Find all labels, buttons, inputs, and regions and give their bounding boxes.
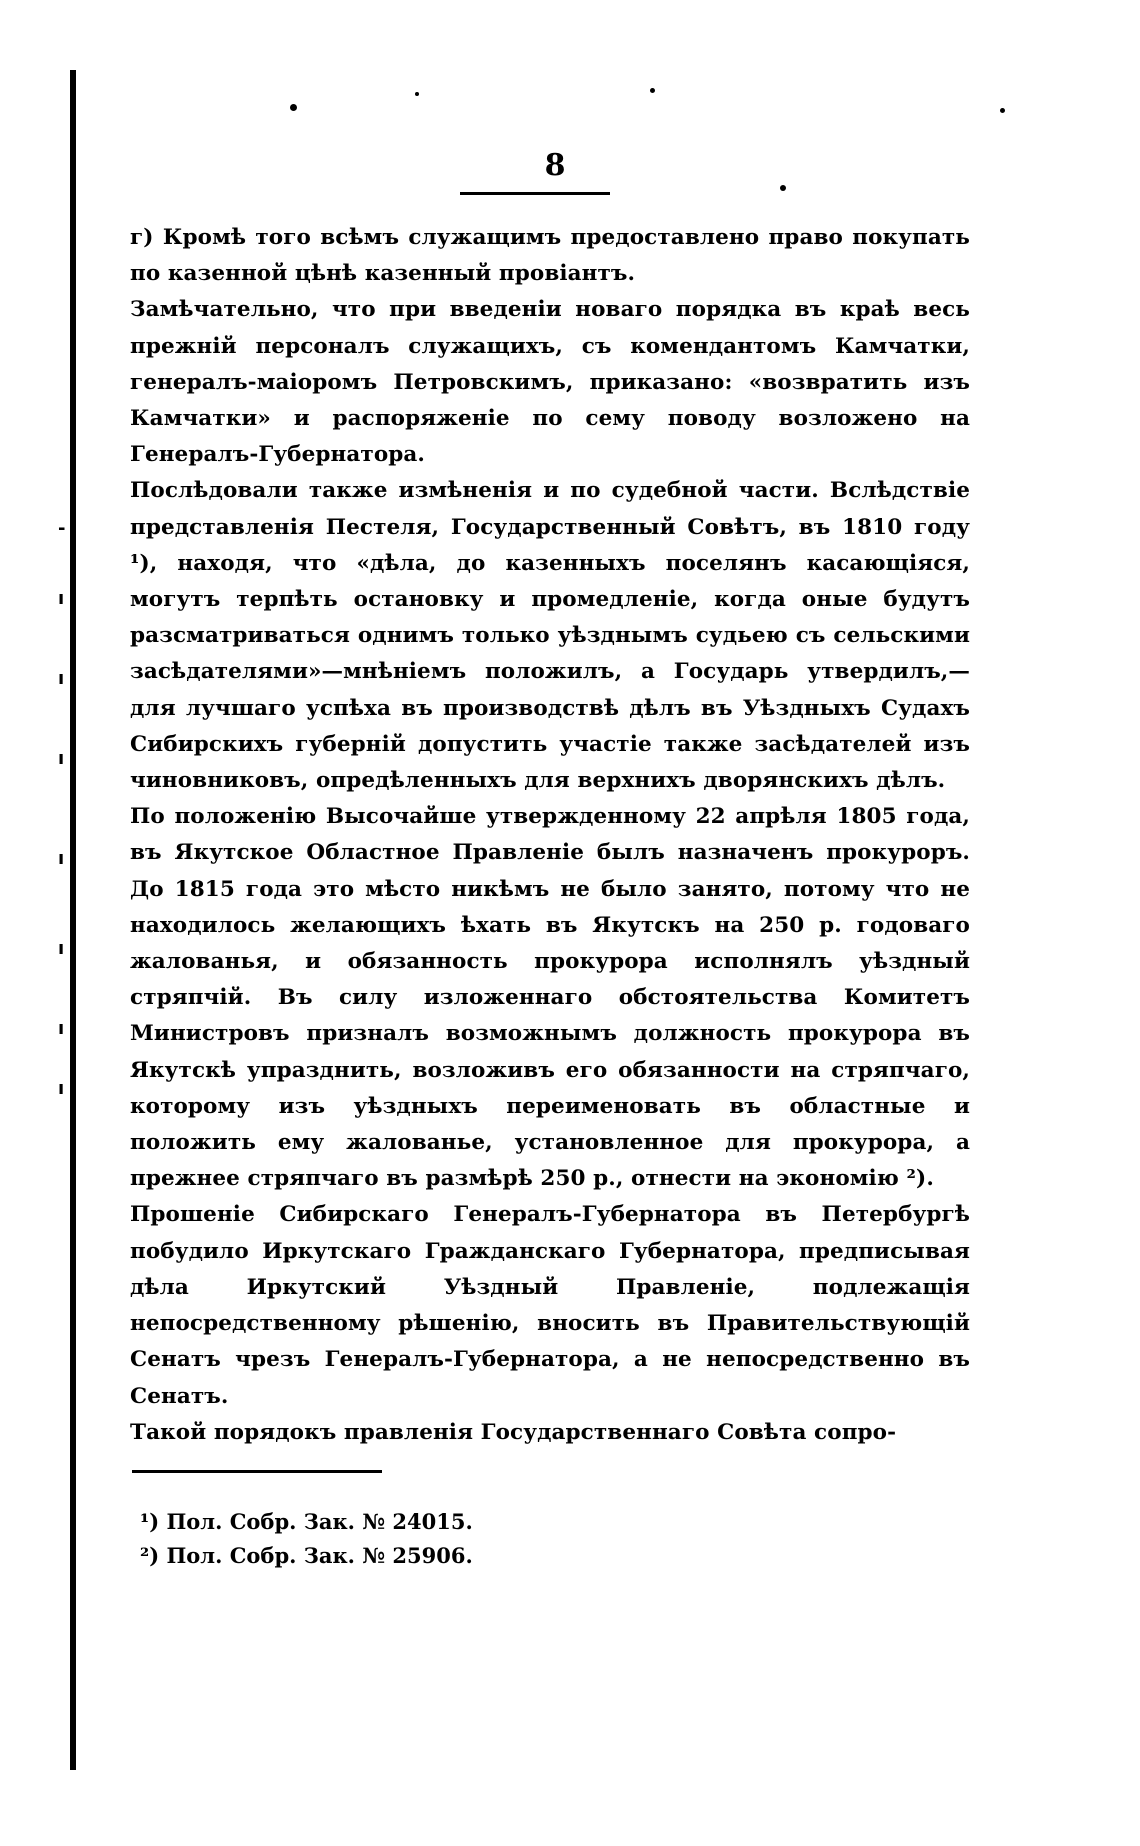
paragraph: Замѣчательно, что при введеніи новаго порядка въ краѣ весь прежній персоналъ служащихъ, съ комендантомъ Камчатки, генералъ-маіоромъ Петровскимъ, приказано: «возвратить изъ Камчатки» и распоряженіе по сему поводу возложено на Генералъ-Губернатора.	[130, 297, 970, 468]
body-text	[130, 220, 970, 1451]
paragraph: Такой порядокъ правленія Государственнаго Совѣта сопро-	[130, 1419, 897, 1445]
page-number-underline	[460, 192, 610, 195]
print-speck	[650, 88, 655, 93]
document-page: - ı ı ı ı ı ı ı 8 г) Кромѣ того всѣмъ служащимъ предоставлено право покупать по казенной цѣнѣ казенный провіантъ. Замѣчательно, что при введеніи новаго порядка въ краѣ весь прежній персоналъ служащихъ, съ комендантомъ Камчатки, генералъ-маіоромъ Петровскимъ, приказано: «возвратить изъ Камчатки» и распоряженіе по сему поводу возложено на Генералъ-Губернатора. Послѣдовали также измѣненія и по судебной части. Вслѣдствіе представленія Пестеля, Государственный Совѣтъ, въ 1810 году ¹), находя, что «дѣла, до казенныхъ поселянъ касающіяся, могутъ терпѣть остановку и промедленіе, когда оные будутъ разсматриваться однимъ только уѣзднымъ судьею съ сельскими засѣдателями»—мнѣніемъ положилъ, а Государь утвердилъ,—для лучшаго успѣха въ производствѣ дѣлъ въ Уѣздныхъ Судахъ Сибирскихъ губерній допустить участіе также засѣдателей изъ чиновниковъ, опредѣленныхъ для верхнихъ дворянскихъ дѣлъ. По положенію Высочайше утвержденному 22 апрѣля 1805 года, въ Якутское Областное Правленіе былъ назначенъ прокуроръ. До 1815 года это мѣсто никѣмъ не было занято, потому что не находилось желающихъ ѣхать въ Якутскъ на 250 р. годоваго жалованья, и обязанность прокурора исполнялъ уѣздный стряпчій. Въ силу изложеннаго обстоятельства Комитетъ Министровъ призналъ возможнымъ должность прокурора въ Якутскѣ упразднить, возложивъ его обязанности на стряпчаго, которому изъ уѣздныхъ переименовать въ областные и положить ему жалованье, установленное для прокурора, а прежнее стряпчаго въ размѣрѣ 250 р., отнести на экономію ²). Прошеніе Сибирскаго Генералъ-Губернатора въ Петербургѣ побудило Иркутскаго Гражданскаго Губернатора, предписывая дѣла Иркутский Уѣздный Правленіе, подлежащія непосредственному рѣшенію, вносить въ Правительствующій Сенатъ чрезъ Генералъ-Губернатора, а не непосредственно въ Сенатъ. Такой порядокъ правленія Государственнаго Совѣта сопро- ¹) Пол. Собр. Зак. № 24015. ²) Пол. Собр. Зак. № 25906.	[0, 0, 1140, 1846]
paragraph: Прошеніе Сибирскаго Генералъ-Губернатора въ Петербургѣ побудило Иркутскаго Гражданскаго Губернатора, предписывая дѣла Иркутский Уѣздный Правленіе, подлежащія непосредственному рѣшенію, вносить въ Правительствующій Сенатъ чрезъ Генералъ-Губернатора, а не непосредственно въ Сенатъ.	[130, 1202, 970, 1409]
print-speck	[290, 104, 297, 111]
footnote-1: ¹) Пол. Собр. Зак. № 24015.	[140, 1509, 473, 1534]
paragraph: г) Кромѣ того всѣмъ служащимъ предоставлено право покупать по казенной цѣнѣ казенный провіантъ.	[130, 225, 970, 287]
binding-edge-line	[70, 70, 76, 1770]
print-speck	[1000, 108, 1005, 113]
print-speck	[415, 92, 419, 96]
footnotes	[140, 1505, 640, 1573]
print-speck	[780, 185, 786, 191]
paragraph: По положенію Высочайше утвержденному 22 апрѣля 1805 года, въ Якутское Областное Правленіе былъ назначенъ прокуроръ. До 1815 года это мѣсто никѣмъ не было занято, потому что не находилось желающихъ ѣхать въ Якутскъ на 250 р. годоваго жалованья, и обязанность прокурора исполнялъ уѣздный стряпчій. Въ силу изложеннаго обстоятельства Комитетъ Министровъ призналъ возможнымъ должность прокурора въ Якутскѣ упразднить, возложивъ его обязанности на стряпчаго, которому изъ уѣздныхъ переименовать въ областные и положить ему жалованье, установленное для прокурора, а прежнее стряпчаго въ размѣрѣ 250 р., отнести на экономію ²).	[130, 804, 970, 1192]
footnote-separator	[132, 1470, 382, 1473]
footnote-2: ²) Пол. Собр. Зак. № 25906.	[140, 1543, 473, 1568]
page-number: 8	[544, 148, 566, 183]
paragraph: Послѣдовали также измѣненія и по судебной части. Вслѣдствіе представленія Пестеля, Государственный Совѣтъ, въ 1810 году ¹), находя, что «дѣла, до казенныхъ поселянъ касающіяся, могутъ терпѣть остановку и промедленіе, когда оные будутъ разсматриваться однимъ только уѣзднымъ судьею съ сельскими засѣдателями»—мнѣніемъ положилъ, а Государь утвердилъ,—для лучшаго успѣха въ производствѣ дѣлъ въ Уѣздныхъ Судахъ Сибирскихъ губерній допустить участіе также засѣдателей изъ чиновниковъ, опредѣленныхъ для верхнихъ дворянскихъ дѣлъ.	[130, 478, 970, 794]
